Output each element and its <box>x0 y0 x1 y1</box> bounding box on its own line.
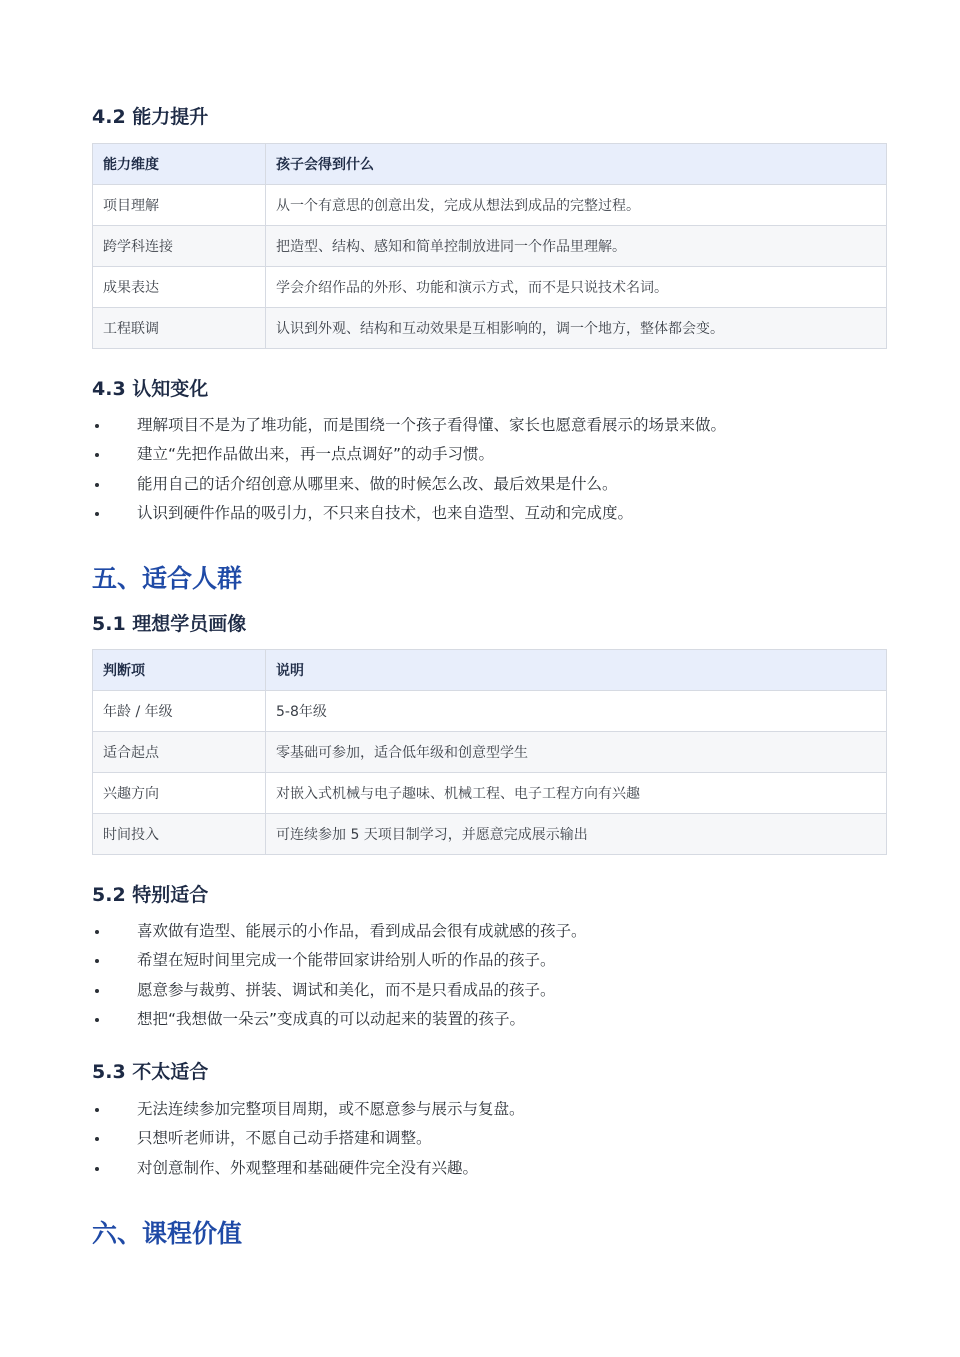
table-row <box>93 732 887 773</box>
column-header: 孩子会得到什么 <box>266 144 887 185</box>
table-cell: 零基础可参加，适合低年级和创意型学生 <box>266 732 887 773</box>
table-row <box>93 226 887 267</box>
list-item <box>92 917 887 946</box>
list-item <box>92 1095 887 1124</box>
table-cell: 时间投入 <box>93 814 266 855</box>
list-item <box>92 440 887 469</box>
list-item <box>92 411 887 440</box>
list-item-text: 希望在短时间里完成一个能带回家讲给别人听的作品的孩子。 <box>137 951 556 970</box>
table-row <box>93 308 887 349</box>
list-item-text: 无法连续参加完整项目周期，或不愿意参与展示与复盘。 <box>137 1100 525 1118</box>
table-cell: 年龄 / 年级 <box>93 691 266 732</box>
bullet-dot-icon <box>95 483 99 487</box>
table-cell: 学会介绍作品的外形、功能和演示方式，而不是只说技术名词。 <box>266 267 887 308</box>
table-row <box>93 267 887 308</box>
table-cell: 5-8年级 <box>266 691 887 732</box>
table-row <box>93 185 887 226</box>
table-cell: 对嵌入式机械与电子趣味、机械工程、电子工程方向有兴趣 <box>266 773 887 814</box>
list-item-text: 对创意制作、外观整理和基础硬件完全没有兴趣。 <box>137 1158 479 1177</box>
table-cell: 跨学科连接 <box>93 226 266 267</box>
list-item-text: 想把“我想做一朵云”变成真的可以动起来的装置的孩子。 <box>137 1009 526 1028</box>
list-item-text: 能用自己的话介绍创意从哪里来、做的时候怎么改、最后效果是什么。 <box>137 474 618 493</box>
bullet-dot-icon <box>95 989 99 993</box>
list-item-text: 理解项目不是为了堆功能，而是围绕一个孩子看得懂、家长也愿意看展示的场景来做。 <box>137 416 727 434</box>
table-cell: 可连续参加 5 天项目制学习，并愿意完成展示输出 <box>266 814 887 855</box>
column-header: 判断项 <box>93 650 266 691</box>
list-item <box>92 1124 887 1153</box>
section-heading-5-2: 5.2 特别适合 <box>92 884 209 906</box>
ability-table <box>92 143 887 349</box>
section-heading-5-3: 5.3 不太适合 <box>92 1061 209 1083</box>
list-item-text: 只想听老师讲，不愿自己动手搭建和调整。 <box>137 1129 432 1148</box>
bullet-dot-icon <box>95 1018 99 1022</box>
bullet-dot-icon <box>95 1137 99 1141</box>
table-row <box>93 773 887 814</box>
list-item-text: 喜欢做有造型、能展示的小作品，看到成品会很有成就感的孩子。 <box>137 922 587 940</box>
column-header: 说明 <box>266 650 887 691</box>
table-cell: 认识到外观、结构和互动效果是互相影响的，调一个地方，整体都会变。 <box>266 308 887 349</box>
bullet-dot-icon <box>95 453 99 457</box>
list-item-text: 认识到硬件作品的吸引力，不只来自技术，也来自造型、互动和完成度。 <box>137 503 634 522</box>
bullet-dot-icon <box>95 1167 99 1171</box>
table-cell: 把造型、结构、感知和简单控制放进同一个作品里理解。 <box>266 226 887 267</box>
table-cell: 兴趣方向 <box>93 773 266 814</box>
list-item-text: 建立“先把作品做出来，再一点点调好”的动手习惯。 <box>137 445 495 464</box>
table-cell: 适合起点 <box>93 732 266 773</box>
list-item <box>92 946 887 975</box>
list-item <box>92 976 887 1005</box>
list-item <box>92 1005 887 1034</box>
bullet-list-suitable <box>92 917 887 1034</box>
column-header: 能力维度 <box>93 144 266 185</box>
section-heading-5-1: 5.1 理想学员画像 <box>92 613 247 635</box>
list-item <box>92 470 887 499</box>
list-item-text: 愿意参与裁剪、拼装、调试和美化，而不是只看成品的孩子。 <box>137 980 556 999</box>
table-header-row <box>93 650 887 691</box>
table-cell: 项目理解 <box>93 185 266 226</box>
section-heading-4-2: 4.2 能力提升 <box>92 106 209 128</box>
bullet-dot-icon <box>95 1108 99 1112</box>
bullet-dot-icon <box>95 959 99 963</box>
table-row <box>93 814 887 855</box>
student-profile-table <box>92 649 887 855</box>
table-header-row <box>93 144 887 185</box>
table-row <box>93 691 887 732</box>
list-item <box>92 1154 887 1183</box>
table-cell: 从一个有意思的创意出发，完成从想法到成品的完整过程。 <box>266 185 887 226</box>
table-cell: 成果表达 <box>93 267 266 308</box>
section-heading-4-3: 4.3 认知变化 <box>92 378 209 400</box>
chapter-heading-6: 六、课程价值 <box>92 1219 243 1248</box>
bullet-dot-icon <box>95 512 99 516</box>
chapter-heading-5: 五、适合人群 <box>92 564 243 593</box>
bullet-list-not-suitable <box>92 1095 887 1183</box>
bullet-dot-icon <box>95 930 99 934</box>
bullet-dot-icon <box>95 424 99 428</box>
table-cell: 工程联调 <box>93 308 266 349</box>
bullet-list-cognition <box>92 411 887 528</box>
list-item <box>92 499 887 528</box>
